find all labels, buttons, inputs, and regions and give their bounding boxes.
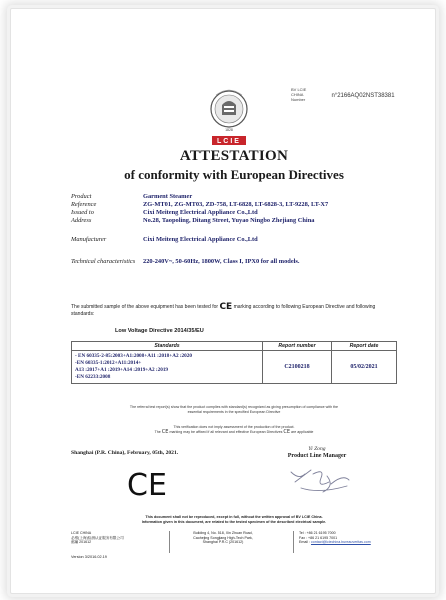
field-value: 220-240V~, 50-60Hz, 1800W, Class I, IPX0 for all models. bbox=[143, 258, 300, 265]
field-label: Reference bbox=[71, 201, 97, 208]
footer-address bbox=[175, 531, 271, 545]
meta-line: CHINA bbox=[291, 92, 304, 97]
footer-company bbox=[71, 531, 143, 545]
field-value: No.28, Taopoling, Ditang Street, Yuyao Ningbo Zhejiang China bbox=[143, 217, 315, 224]
field-value: Cixi Meiteng Electrical Appliance Co.,Ltd bbox=[143, 209, 258, 216]
footer-email-line bbox=[299, 540, 399, 545]
document-title: ATTESTATION bbox=[179, 148, 289, 164]
signer-name: Yi Zong bbox=[308, 446, 326, 452]
certificate-page bbox=[53, 45, 415, 585]
standard-line: -EN 60335-1:2012+A11:2014+ bbox=[75, 360, 142, 366]
footer-line: 必维(上海)检测认证服务有限公司 bbox=[71, 535, 124, 540]
disclaimer-line: Information given in this document, are related to the tested specimen of the described electrical sample. bbox=[141, 520, 327, 524]
statement-text: The submitted sample of the above equipment has been tested for bbox=[71, 304, 219, 310]
email-label: Email : bbox=[299, 540, 310, 545]
certificate-meta bbox=[291, 87, 395, 105]
field-label: Product bbox=[71, 193, 92, 200]
signer-role: Product Line Manager bbox=[287, 453, 347, 459]
ce-mark-logo bbox=[125, 469, 169, 499]
footer-line: 邮編 201612 bbox=[71, 540, 92, 545]
test-statement bbox=[71, 304, 397, 318]
field-technical-characteristics bbox=[71, 258, 415, 268]
footer-divider bbox=[293, 531, 294, 553]
table-row bbox=[72, 351, 397, 384]
table-header-row bbox=[72, 342, 397, 351]
field-address bbox=[71, 217, 415, 236]
handwritten-signature bbox=[285, 464, 355, 496]
header-report-number: Report number bbox=[263, 342, 332, 351]
meta-line: BV LCIE bbox=[291, 87, 307, 92]
certificate-number: n°2166AQ02NST38381 bbox=[331, 93, 395, 99]
field-manufacturer bbox=[71, 236, 415, 258]
ce-mark-small: CE bbox=[161, 429, 169, 435]
field-value: ZG-MT01, ZG-MT03, ZD-758, LT-6828, LT-6828-3, LT-9228, LT-X7 bbox=[143, 201, 329, 208]
field-label: Technical characteristics bbox=[71, 258, 136, 265]
statement-text: marking according to following European Directive and following standards: bbox=[71, 304, 376, 317]
ce-mark-small: CE bbox=[283, 429, 291, 435]
standards-cell bbox=[72, 351, 263, 384]
meta-line: Number bbox=[291, 97, 306, 102]
footer-line: Caohejing Songjiang High-Tech Park, bbox=[193, 535, 253, 540]
footer-divider bbox=[169, 531, 170, 553]
logo-text: LCIE bbox=[217, 138, 241, 145]
footer-contact bbox=[299, 531, 399, 545]
verification-note bbox=[73, 425, 395, 435]
field-label: Manufacturer bbox=[71, 236, 107, 243]
note-text: are applicable bbox=[291, 430, 314, 434]
standard-line: A13 :2017+A1 :2019+A14 :2019+A2 :2019 bbox=[75, 367, 169, 373]
standard-line: -EN 62233:2008 bbox=[75, 374, 111, 380]
note-line: The referral test report(s) show that the product complies with standard(s) recognized as giving presumption of compliance with the bbox=[129, 405, 339, 409]
report-number-cell: C2100218 bbox=[263, 351, 332, 384]
header-standards: Standards bbox=[72, 342, 263, 351]
header-report-date: Report date bbox=[332, 342, 397, 351]
svg-text:1828: 1828 bbox=[225, 128, 233, 132]
reference-report-note bbox=[73, 405, 395, 415]
disclaimer bbox=[53, 515, 415, 525]
note-text: marking may be affixed if all relevant and effective European Directives bbox=[169, 430, 283, 434]
document-subtitle: of conformity with European Directives bbox=[124, 167, 344, 182]
place-and-date: Shanghai (P.R. China), February, 05th, 2021. bbox=[71, 450, 179, 456]
field-reference bbox=[71, 201, 415, 209]
disclaimer-line: This document shall not be reproduced, except in full, without the written approval of BV LCIE China. bbox=[145, 515, 323, 519]
signer-block bbox=[267, 446, 367, 459]
bureau-veritas-lcie-logo bbox=[208, 85, 250, 151]
document-frame bbox=[10, 8, 436, 594]
footer-line: Shanghai P.R.C (201612) bbox=[202, 540, 244, 545]
footer-line: LCIE CHINA bbox=[71, 531, 92, 535]
ce-mark-inline: CE bbox=[219, 302, 233, 312]
field-value: Cixi Meiteng Electrical Appliance Co.,Ltd bbox=[143, 236, 258, 243]
footer-fax: Fax : +86 21 6195 7001 bbox=[299, 535, 338, 540]
meta-labels bbox=[291, 87, 327, 102]
product-fields bbox=[71, 193, 415, 268]
field-issued-to bbox=[71, 209, 415, 217]
standard-line: - EN 60335-2-85:2003+A1:2008+A11 :2018+A2 :2020 bbox=[75, 353, 192, 359]
note-line: essential requirements in the specified European Directive bbox=[187, 410, 281, 414]
field-value: Garment Steamer bbox=[143, 193, 193, 200]
document-version: Version 3/2016.02.19 bbox=[71, 555, 107, 559]
report-date-cell: 05/02/2021 bbox=[332, 351, 397, 384]
field-label: Issued to bbox=[71, 209, 94, 216]
note-text: The bbox=[154, 430, 161, 434]
note-line: This verification does not imply assessment of the production of the product. bbox=[173, 425, 295, 429]
ce-logo-text: CE bbox=[127, 469, 167, 499]
footer-tel: Tel : +86 21 6195 7000 bbox=[299, 531, 336, 535]
field-label: Address bbox=[71, 217, 92, 224]
standards-table bbox=[71, 341, 397, 384]
note-line bbox=[73, 430, 395, 435]
footer-line: Building 4, No. 518, Xin Zhuan Road, bbox=[193, 531, 253, 535]
field-product bbox=[71, 193, 415, 201]
email-link[interactable]: contact@lciechina.bureauveritas.com bbox=[310, 540, 371, 545]
directive-name: Low Voltage Directive 2014/35/EU bbox=[115, 328, 204, 334]
